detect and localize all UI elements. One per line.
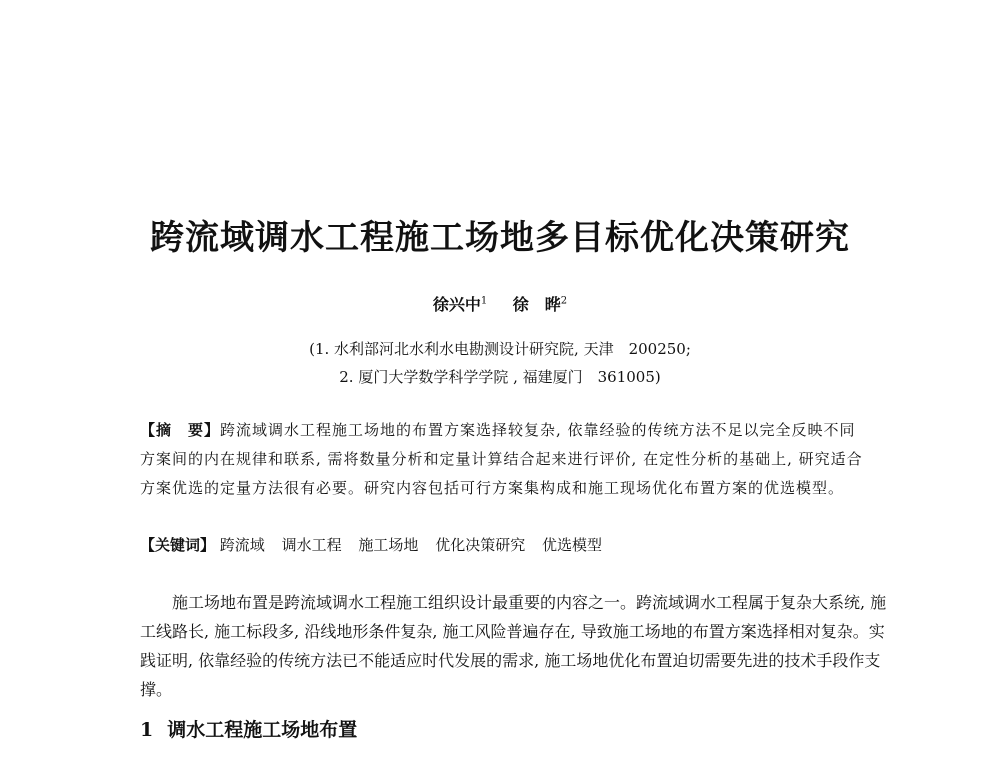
author-list [0, 292, 1000, 315]
paper-title: 跨流域调水工程施工场地多目标优化决策研究 [150, 218, 850, 258]
keywords-label: 【关键词】 [140, 536, 216, 554]
abstract [140, 416, 868, 503]
intro-paragraph: 施工场地布置是跨流域调水工程施工组织设计最重要的内容之一。跨流域调水工程属于复杂大系统, 施工线路长, 施工标段多, 沿线地形条件复杂, 施工风险普遍存在, 导致施工场地的布置方案选择相对复杂。实践证明, 依靠经验的传统方法已不能适应时代发展的需求, 施工场地优化布置迫切需要先进的技术手段作支撑。 [140, 593, 887, 699]
keyword-3: 施工场地 [358, 536, 419, 554]
author-2-name: 徐 晔 [512, 295, 561, 314]
keywords [140, 531, 868, 560]
affiliation-1: (1. 水利部河北水利水电勘测设计研究院, 天津 200250; [309, 340, 691, 358]
section-title: 调水工程施工场地布置 [167, 719, 358, 741]
keyword-4: 优化决策研究 [435, 536, 526, 554]
abstract-text: 跨流域调水工程施工场地的布置方案选择较复杂, 依靠经验的传统方法不足以完全反映不同方案间的内在规律和联系, 需将数量分析和定量计算结合起来进行评价, 在定性分析的基础上, 研究适合方案优选的定量方法很有必要。研究内容包括可行方案集构成和施工现场优化布置方案的优选模型。 [140, 421, 863, 497]
author-1-affil-mark: 1 [480, 295, 488, 307]
abstract-label: 【摘 要】 [140, 421, 221, 439]
section-heading [140, 715, 357, 742]
author-1-name: 徐兴中 [432, 295, 481, 314]
keyword-1: 跨流域 [219, 536, 265, 554]
author-2-affil-mark: 2 [560, 295, 568, 307]
section-number: 1 [140, 719, 154, 741]
author-2 [513, 295, 567, 314]
keyword-2: 调水工程 [281, 536, 342, 554]
keyword-5: 优选模型 [541, 536, 602, 554]
affiliation-2: 2. 厦门大学数学科学学院 , 福建厦门 361005) [339, 368, 661, 386]
author-1 [433, 295, 487, 314]
